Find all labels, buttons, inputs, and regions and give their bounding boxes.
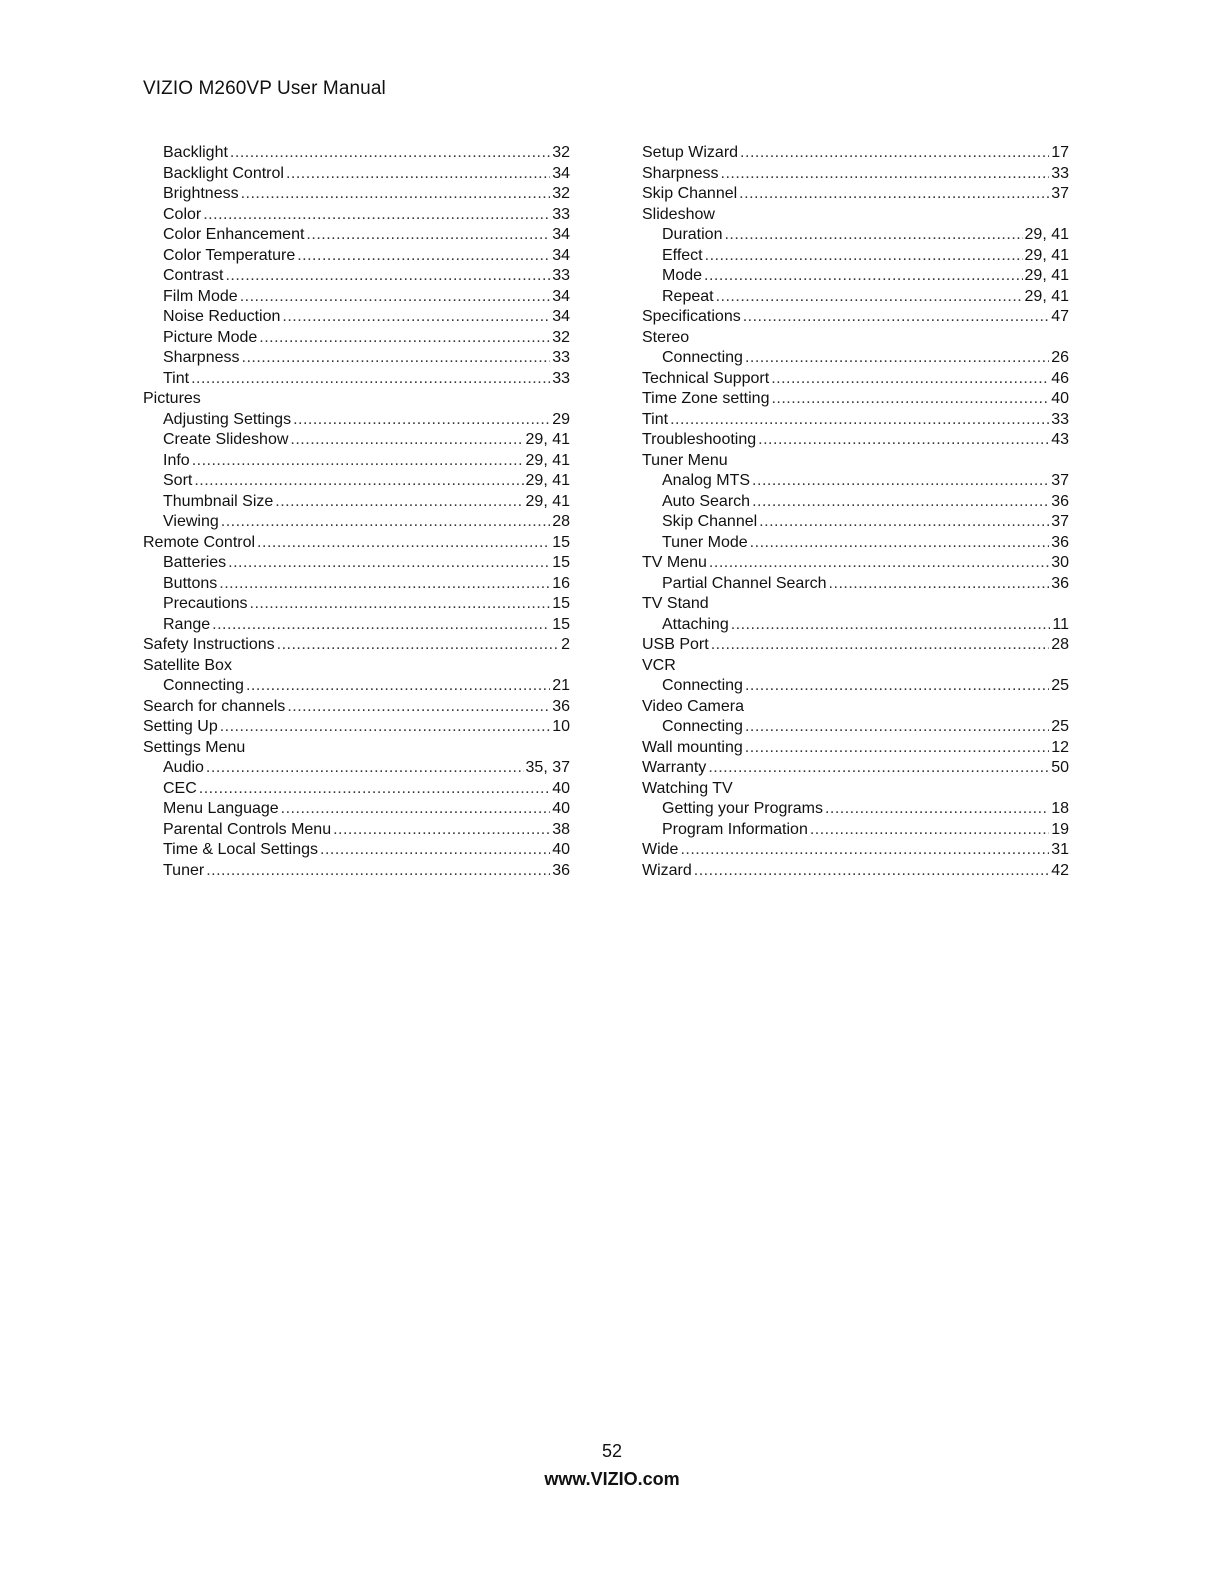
index-entry xyxy=(642,369,1069,390)
dot-leader xyxy=(230,143,550,164)
index-term: Warranty xyxy=(642,759,707,776)
index-term: Sharpness xyxy=(163,349,240,366)
index-term: Skip Channel xyxy=(642,185,738,202)
dot-leader xyxy=(225,266,550,287)
dot-leader xyxy=(290,430,523,451)
index-page-ref: 33 xyxy=(1051,164,1069,182)
index-entry xyxy=(143,635,570,656)
dot-leader xyxy=(745,676,1049,697)
index-term: Brightness xyxy=(163,185,239,202)
index-page-ref: 17 xyxy=(1051,144,1069,161)
index-page-ref: 38 xyxy=(552,820,570,838)
index-term: Wall mounting xyxy=(642,738,743,756)
dot-leader xyxy=(745,717,1049,738)
index-page-ref: 36 xyxy=(1051,574,1069,592)
index-subentry xyxy=(143,266,570,287)
index-subentry xyxy=(143,369,570,390)
index-term: Settings Menu xyxy=(143,738,246,756)
index-page-ref: 32 xyxy=(552,328,570,346)
index-subentry xyxy=(143,574,570,595)
index-subentry xyxy=(642,471,1069,492)
index-term: Info xyxy=(163,451,190,469)
dot-leader xyxy=(286,164,550,185)
index-page-ref: 19 xyxy=(1051,820,1069,838)
index-column-right xyxy=(642,143,1069,881)
dot-leader xyxy=(194,471,523,492)
index-term: Color Enhancement xyxy=(163,226,305,243)
index-page-ref: 15 xyxy=(552,554,570,571)
index-subentry xyxy=(143,307,570,328)
dot-leader xyxy=(240,287,551,308)
index-page-ref: 33 xyxy=(552,267,570,284)
index-page-ref: 37 xyxy=(1051,472,1069,489)
index-term: Color xyxy=(163,205,202,223)
dot-leader xyxy=(771,369,1049,390)
index-page-ref: 30 xyxy=(1051,554,1069,571)
index-page-ref: 36 xyxy=(552,697,570,715)
index-term: TV Menu xyxy=(642,554,707,571)
index-term: Time Zone setting xyxy=(642,390,770,407)
index-term: Color Temperature xyxy=(163,246,296,264)
index-subentry xyxy=(143,553,570,574)
index-term: Slideshow xyxy=(642,205,715,223)
dot-leader xyxy=(212,615,550,636)
index-page-ref: 28 xyxy=(552,513,570,530)
dot-leader xyxy=(306,225,550,246)
dot-leader xyxy=(705,246,1023,267)
index-term: Menu Language xyxy=(163,800,279,817)
index-entry xyxy=(642,328,1069,349)
index-term: Picture Mode xyxy=(163,328,258,346)
index-page-ref: 16 xyxy=(552,574,570,592)
dot-leader xyxy=(282,307,550,328)
index-subentry xyxy=(143,205,570,226)
dot-leader xyxy=(810,820,1049,841)
dot-leader xyxy=(297,246,550,267)
index-page-ref: 37 xyxy=(1051,513,1069,530)
index-term: Connecting xyxy=(662,677,743,694)
index-page-ref: 29, 41 xyxy=(525,492,570,510)
index-page-ref: 33 xyxy=(552,349,570,366)
index-page-ref: 15 xyxy=(552,595,570,612)
dot-leader xyxy=(745,738,1049,759)
index-subentry xyxy=(143,594,570,615)
index-subentry xyxy=(143,430,570,451)
dot-leader xyxy=(771,389,1049,410)
index-subentry xyxy=(642,266,1069,287)
dot-leader xyxy=(740,143,1049,164)
index-page-ref: 34 xyxy=(552,164,570,182)
index-subentry xyxy=(143,512,570,533)
index-term: Troubleshooting xyxy=(642,431,757,448)
index-page-ref: 33 xyxy=(552,205,570,223)
index-page-ref: 43 xyxy=(1051,431,1069,448)
index-entry xyxy=(642,779,1069,800)
dot-leader xyxy=(221,512,550,533)
index-entry xyxy=(143,533,570,554)
index-subentry xyxy=(143,820,570,841)
index-term: Create Slideshow xyxy=(163,431,289,448)
dot-leader xyxy=(721,164,1050,185)
index-term: Setting Up xyxy=(143,718,218,735)
index-term: Skip Channel xyxy=(662,513,758,530)
index-term: Repeat xyxy=(662,287,714,305)
dot-leader xyxy=(320,840,550,861)
index-column-left xyxy=(143,143,570,881)
index-term: Partial Channel Search xyxy=(662,574,827,592)
index-page-ref: 26 xyxy=(1051,349,1069,366)
index-page-ref: 34 xyxy=(552,308,570,325)
dot-leader xyxy=(825,799,1049,820)
index-subentry xyxy=(143,799,570,820)
dot-leader xyxy=(670,410,1049,431)
index-term: Backlight xyxy=(163,144,228,161)
index-term: Connecting xyxy=(662,718,743,735)
dot-leader xyxy=(333,820,550,841)
index-page-ref: 34 xyxy=(552,246,570,264)
dot-leader xyxy=(220,717,550,738)
index-subentry xyxy=(642,246,1069,267)
index-subentry xyxy=(143,615,570,636)
index-entry xyxy=(143,738,570,759)
index-entry xyxy=(642,861,1069,882)
index-term: Analog MTS xyxy=(662,472,751,489)
index-term: Precautions xyxy=(163,595,248,612)
index-term: Sharpness xyxy=(642,164,719,182)
index-subentry xyxy=(143,246,570,267)
index-page-ref: 21 xyxy=(552,677,570,694)
index-subentry xyxy=(143,328,570,349)
index-term: Pictures xyxy=(143,390,201,407)
index-term: Time & Local Settings xyxy=(163,841,319,858)
index-page-ref: 40 xyxy=(552,841,570,858)
index-page-ref: 31 xyxy=(1051,841,1069,858)
index-page-ref: 40 xyxy=(552,800,570,817)
dot-leader xyxy=(694,861,1049,882)
index-page-ref: 32 xyxy=(552,144,570,161)
index-term: Effect xyxy=(662,246,703,264)
dot-leader xyxy=(281,799,551,820)
index-term: Stereo xyxy=(642,328,690,346)
dot-leader xyxy=(750,533,1050,554)
index-subentry xyxy=(143,840,570,861)
dot-leader xyxy=(731,615,1051,636)
dot-leader xyxy=(704,266,1022,287)
index-page-ref: 29, 41 xyxy=(525,431,570,448)
index-term: Auto Search xyxy=(662,492,751,510)
index-term: Range xyxy=(163,615,211,633)
dot-leader xyxy=(206,758,524,779)
index-entry xyxy=(642,697,1069,718)
index-term: Backlight Control xyxy=(163,164,284,182)
dot-leader xyxy=(277,635,559,656)
index-page-ref: 29, 41 xyxy=(1024,246,1069,264)
dot-leader xyxy=(219,574,550,595)
index-page-ref: 29, 41 xyxy=(1024,226,1069,243)
index-subentry xyxy=(143,471,570,492)
index-subentry xyxy=(143,492,570,513)
page-header: VIZIO M260VP User Manual xyxy=(143,78,386,99)
index-page-ref: 18 xyxy=(1051,800,1069,817)
index-entry xyxy=(642,656,1069,677)
index-subentry xyxy=(143,451,570,472)
index-entry xyxy=(642,164,1069,185)
index-page-ref: 11 xyxy=(1052,615,1069,633)
index-entry xyxy=(642,410,1069,431)
index-subentry xyxy=(642,676,1069,697)
index-term: Film Mode xyxy=(163,287,238,305)
dot-leader xyxy=(191,369,550,390)
index-subentry xyxy=(143,287,570,308)
index-term: Tuner Menu xyxy=(642,451,728,469)
index-term: Mode xyxy=(662,267,703,284)
index-entry xyxy=(642,635,1069,656)
index-term: Connecting xyxy=(163,677,244,694)
index-page-ref: 34 xyxy=(552,226,570,243)
index-term: Specifications xyxy=(642,308,741,325)
index-entry xyxy=(642,738,1069,759)
index-page-ref: 15 xyxy=(552,533,570,551)
index-term: Getting your Programs xyxy=(662,800,823,817)
index-subentry xyxy=(143,861,570,882)
index-term: CEC xyxy=(163,779,197,797)
index-page-ref: 40 xyxy=(552,779,570,797)
index-term: Sort xyxy=(163,472,193,489)
index-term: Viewing xyxy=(163,513,219,530)
index-page-ref: 2 xyxy=(561,636,570,653)
dot-leader xyxy=(257,533,550,554)
index-term: TV Stand xyxy=(642,595,709,612)
index-term: Audio xyxy=(163,759,204,776)
index-entry xyxy=(143,697,570,718)
index-term: Connecting xyxy=(662,349,743,366)
index-page-ref: 29, 41 xyxy=(1024,287,1069,305)
index-entry xyxy=(642,594,1069,615)
index-page-ref: 29 xyxy=(552,410,570,428)
index-subentry xyxy=(642,287,1069,308)
index-subentry xyxy=(642,799,1069,820)
index-term: Batteries xyxy=(163,554,227,571)
dot-leader xyxy=(759,512,1049,533)
index-subentry xyxy=(143,143,570,164)
index-page-ref: 47 xyxy=(1051,308,1069,325)
index-subentry xyxy=(642,512,1069,533)
index-page-ref: 10 xyxy=(552,718,570,735)
index-subentry xyxy=(143,676,570,697)
index-subentry xyxy=(642,533,1069,554)
index-entry xyxy=(642,143,1069,164)
index-page-ref: 29, 41 xyxy=(1024,267,1069,284)
dot-leader xyxy=(711,635,1050,656)
index-page-ref: 46 xyxy=(1051,369,1069,387)
index-term: Attaching xyxy=(662,615,729,633)
index-subentry xyxy=(143,779,570,800)
index-page-ref: 12 xyxy=(1051,738,1069,756)
index-subentry xyxy=(143,758,570,779)
index-page-ref: 42 xyxy=(1051,861,1069,879)
index-term: Wizard xyxy=(642,861,692,879)
dot-leader xyxy=(293,410,550,431)
index-term: Tuner Mode xyxy=(662,533,748,551)
index-subentry xyxy=(642,348,1069,369)
index-subentry xyxy=(143,410,570,431)
index-term: USB Port xyxy=(642,636,709,653)
index-term: Tuner xyxy=(163,861,205,879)
index-entry xyxy=(642,307,1069,328)
dot-leader xyxy=(743,307,1049,328)
dot-leader xyxy=(716,287,1023,308)
index-entry xyxy=(642,430,1069,451)
index-term: Tint xyxy=(163,369,190,387)
dot-leader xyxy=(203,205,550,226)
dot-leader xyxy=(708,758,1049,779)
index-term: Parental Controls Menu xyxy=(163,820,332,838)
index-entry xyxy=(642,840,1069,861)
index-term: Video Camera xyxy=(642,697,744,715)
index-page-ref: 40 xyxy=(1051,390,1069,407)
index-subentry xyxy=(143,348,570,369)
index-term: Duration xyxy=(662,226,723,243)
dot-leader xyxy=(739,184,1049,205)
dot-leader xyxy=(287,697,550,718)
index-subentry xyxy=(143,225,570,246)
index-subentry xyxy=(642,492,1069,513)
index-term: Buttons xyxy=(163,574,218,592)
dot-leader xyxy=(829,574,1050,595)
index-entry xyxy=(642,389,1069,410)
index-subentry xyxy=(143,184,570,205)
index-entry xyxy=(642,553,1069,574)
index-page-ref: 29, 41 xyxy=(525,451,570,469)
index-term: Thumbnail Size xyxy=(163,492,274,510)
dot-leader xyxy=(752,492,1049,513)
index-subentry xyxy=(143,164,570,185)
footer-url: www.VIZIO.com xyxy=(544,1469,680,1489)
index-page-ref: 34 xyxy=(552,287,570,305)
dot-leader xyxy=(259,328,550,349)
index-term: Satellite Box xyxy=(143,656,232,674)
index-page-ref: 29, 41 xyxy=(525,472,570,489)
index-subentry xyxy=(642,615,1069,636)
dot-leader xyxy=(724,225,1022,246)
index-page-ref: 28 xyxy=(1051,636,1069,653)
index-term: Remote Control xyxy=(143,533,256,551)
index-entry xyxy=(642,184,1069,205)
index-page-ref: 25 xyxy=(1051,718,1069,735)
dot-leader xyxy=(250,594,551,615)
index-subentry xyxy=(642,225,1069,246)
index-entry xyxy=(143,656,570,677)
dot-leader xyxy=(275,492,523,513)
index-subentry xyxy=(642,717,1069,738)
index-page-ref: 37 xyxy=(1051,185,1069,202)
dot-leader xyxy=(752,471,1049,492)
dot-leader xyxy=(246,676,550,697)
dot-leader xyxy=(192,451,524,472)
index-term: Search for channels xyxy=(143,697,286,715)
dot-leader xyxy=(228,553,550,574)
index-page-ref: 32 xyxy=(552,185,570,202)
page-number: 52 xyxy=(601,1441,623,1461)
index-term: VCR xyxy=(642,656,676,674)
index-term: Program Information xyxy=(662,820,808,838)
index-page-ref: 50 xyxy=(1051,759,1069,776)
index-entry xyxy=(143,389,570,410)
index-subentry xyxy=(642,574,1069,595)
dot-leader xyxy=(745,348,1049,369)
index-term: Technical Support xyxy=(642,369,770,387)
dot-leader xyxy=(758,430,1049,451)
dot-leader xyxy=(241,184,551,205)
index-entry xyxy=(642,758,1069,779)
index-term: Tint xyxy=(642,410,669,428)
index-entry xyxy=(143,717,570,738)
index-subentry xyxy=(642,820,1069,841)
index-term: Contrast xyxy=(163,267,224,284)
index-term: Safety Instructions xyxy=(143,636,275,653)
dot-leader xyxy=(199,779,550,800)
index-page-ref: 36 xyxy=(1051,533,1069,551)
dot-leader xyxy=(709,553,1049,574)
index-page-ref: 35, 37 xyxy=(525,759,570,776)
index-page-ref: 25 xyxy=(1051,677,1069,694)
index-term: Setup Wizard xyxy=(642,144,739,161)
index-term: Noise Reduction xyxy=(163,308,281,325)
index-term: Adjusting Settings xyxy=(163,410,292,428)
index-page-ref: 33 xyxy=(1051,410,1069,428)
index-page-ref: 36 xyxy=(552,861,570,879)
index-term: Wide xyxy=(642,841,679,858)
dot-leader xyxy=(206,861,550,882)
index-entry xyxy=(642,205,1069,226)
dot-leader xyxy=(242,348,551,369)
index-page-ref: 33 xyxy=(552,369,570,387)
index-page-ref: 15 xyxy=(552,615,570,633)
index-entry xyxy=(642,451,1069,472)
index-page-ref: 36 xyxy=(1051,492,1069,510)
dot-leader xyxy=(680,840,1049,861)
index-term: Watching TV xyxy=(642,779,733,797)
